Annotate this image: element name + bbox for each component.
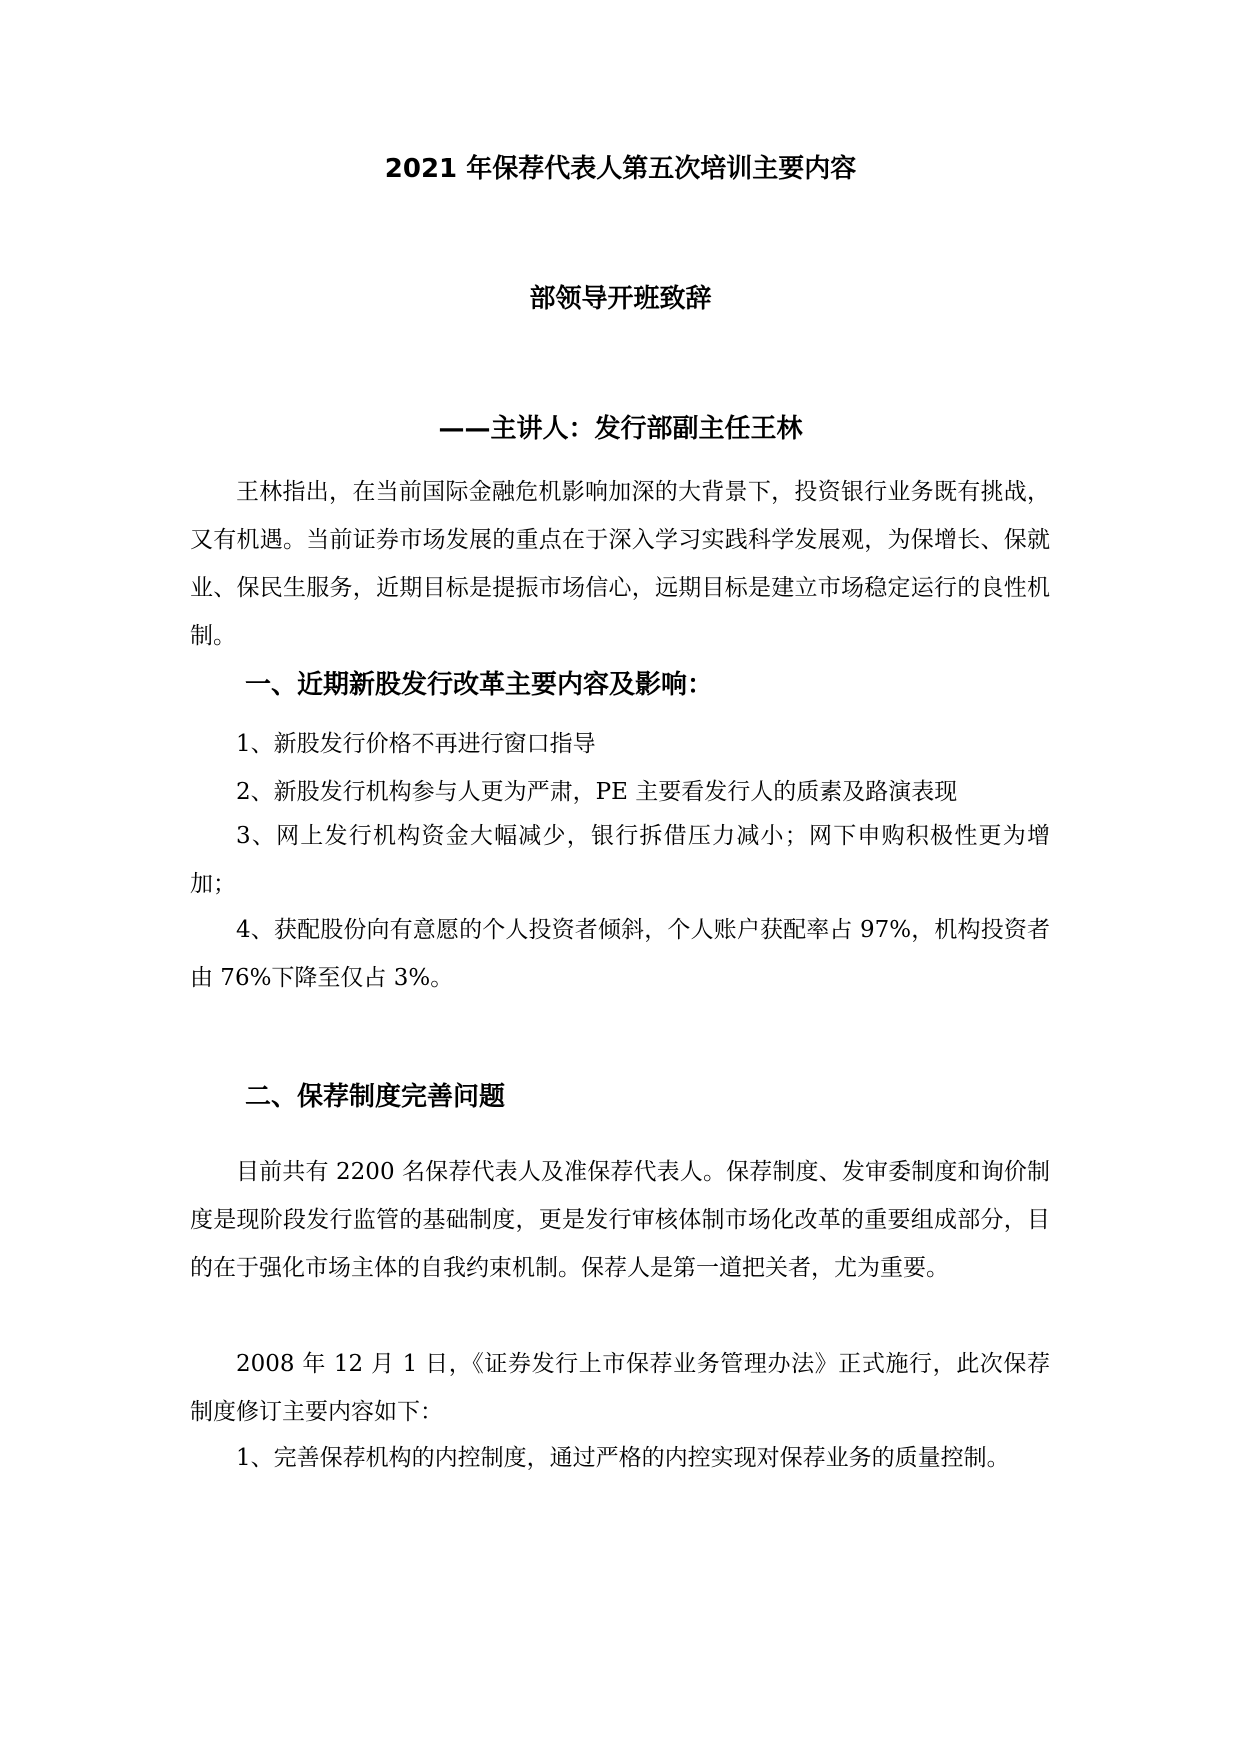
document-title: 2021 年保荐代表人第五次培训主要内容	[384, 154, 857, 184]
section2-paragraph-1: 目前共有 2200 名保荐代表人及准保荐代表人。保荐制度、发审委制度和询价制度是现阶段发行监管的基础制度，更是发行审核体制市场化改革的重要组成部分，目的在于强化市场主体的自我约束机制。保荐人是第一道把关者，尤为重要。	[190, 1159, 1050, 1281]
section1-heading: 一、近期新股发行改革主要内容及影响：	[245, 670, 714, 700]
list-item: 4、获配股份向有意愿的个人投资者倾斜，个人账户获配率占 97%，机构投资者由 76%下降至仅占 3%。	[190, 917, 1050, 991]
list-item: 3、网上发行机构资金大幅减少，银行拆借压力减小；网下申购积极性更为增加；	[190, 823, 1050, 897]
section2-heading: 二、保荐制度完善问题	[245, 1082, 506, 1112]
speaker-line: ——主讲人：发行部副主任王林	[438, 414, 803, 444]
list-item: 1、完善保荐机构的内控制度，通过严格的内控实现对保荐业务的质量控制。	[236, 1445, 1010, 1471]
list-item: 2、新股发行机构参与人更为严肃，PE 主要看发行人的质素及路演表现	[236, 779, 958, 805]
list-item: 1、新股发行价格不再进行窗口指导	[236, 731, 596, 757]
intro-paragraph: 王林指出，在当前国际金融危机影响加深的大背景下，投资银行业务既有挑战，又有机遇。当前证券市场发展的重点在于深入学习实践科学发展观，为保增长、保就业、保民生服务，近期目标是提振市场信心，远期目标是建立市场稳定运行的良性机制。	[190, 479, 1050, 649]
document-subtitle: 部领导开班致辞	[529, 284, 712, 314]
section2-paragraph-2: 2008 年 12 月 1 日，《证券发行上市保荐业务管理办法》正式施行，此次保荐制度修订主要内容如下：	[190, 1351, 1050, 1425]
